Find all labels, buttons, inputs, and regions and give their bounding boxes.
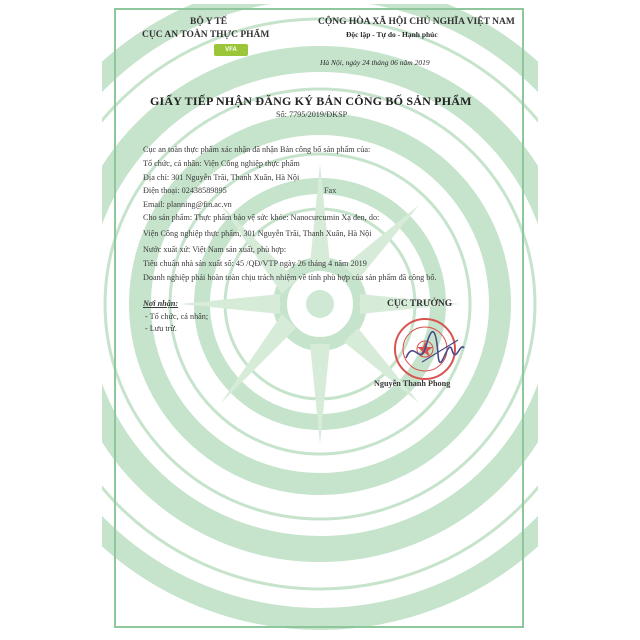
recipient-item: - Tổ chức, cá nhân; (145, 312, 209, 321)
producer-line: Viện Công nghiệp thực phẩm, 301 Nguyễn Trãi, Thanh Xuân, Hà Nội (143, 229, 372, 238)
fax-label: Fax (324, 186, 337, 195)
agency-logo-icon: VFA (214, 44, 248, 56)
signer-name: Nguyễn Thanh Phong (374, 379, 451, 388)
responsibility-line: Doanh nghiệp phải hoàn toàn chịu trách nhiệm về tính phù hợp của sản phẩm đã công bố. (143, 273, 437, 282)
signer-title: CỤC TRƯỞNG (387, 299, 453, 309)
phone-line: Điện thoại: 02438589895 (143, 186, 227, 195)
document-number: Số: 7795/2019/ĐKSP (276, 110, 348, 119)
recipient-item: - Lưu trữ. (145, 324, 177, 333)
origin-line: Nước xuất xứ: Việt Nam sản xuất, phù hợp: (143, 245, 287, 254)
confirmation-line: Cục an toàn thực phẩm xác nhận đã nhận Bản công bố sản phẩm của: (143, 145, 371, 154)
ministry-name: BỘ Y TẾ (190, 17, 228, 27)
product-line: Cho sản phẩm: Thực phẩm bảo vệ sức khỏe: Nanocurcumin Xạ đen, do: (143, 213, 380, 222)
email-line: Email: planning@fin.ac.vn (143, 200, 232, 209)
place-date: Hà Nội, ngày 24 tháng 06 năm 2019 (320, 58, 430, 67)
handwritten-signature-icon (402, 318, 468, 384)
address-line: Địa chỉ: 301 Nguyễn Trãi, Thanh Xuân, Hà Nội (143, 173, 300, 182)
organization-line: Tổ chức, cá nhân: Viện Công nghiệp thực phẩm (143, 159, 300, 168)
document-sheet (102, 4, 538, 634)
country-name: CỘNG HÒA XÃ HỘI CHỦ NGHĨA VIỆT NAM (318, 17, 515, 27)
document-title: GIẤY TIẾP NHẬN ĐĂNG KÝ BẢN CÔNG BỐ SẢN PHẨM (150, 94, 472, 108)
motto: Độc lập - Tự do - Hạnh phúc (346, 30, 438, 39)
recipients-heading: Nơi nhận: (143, 299, 179, 308)
agency-name: CỤC AN TOÀN THỰC PHẨM (142, 30, 270, 40)
standard-line: Tiêu chuẩn nhà sản xuất số: 45 /QĐ/VTP ngày 26 tháng 4 năm 2019 (143, 259, 367, 268)
